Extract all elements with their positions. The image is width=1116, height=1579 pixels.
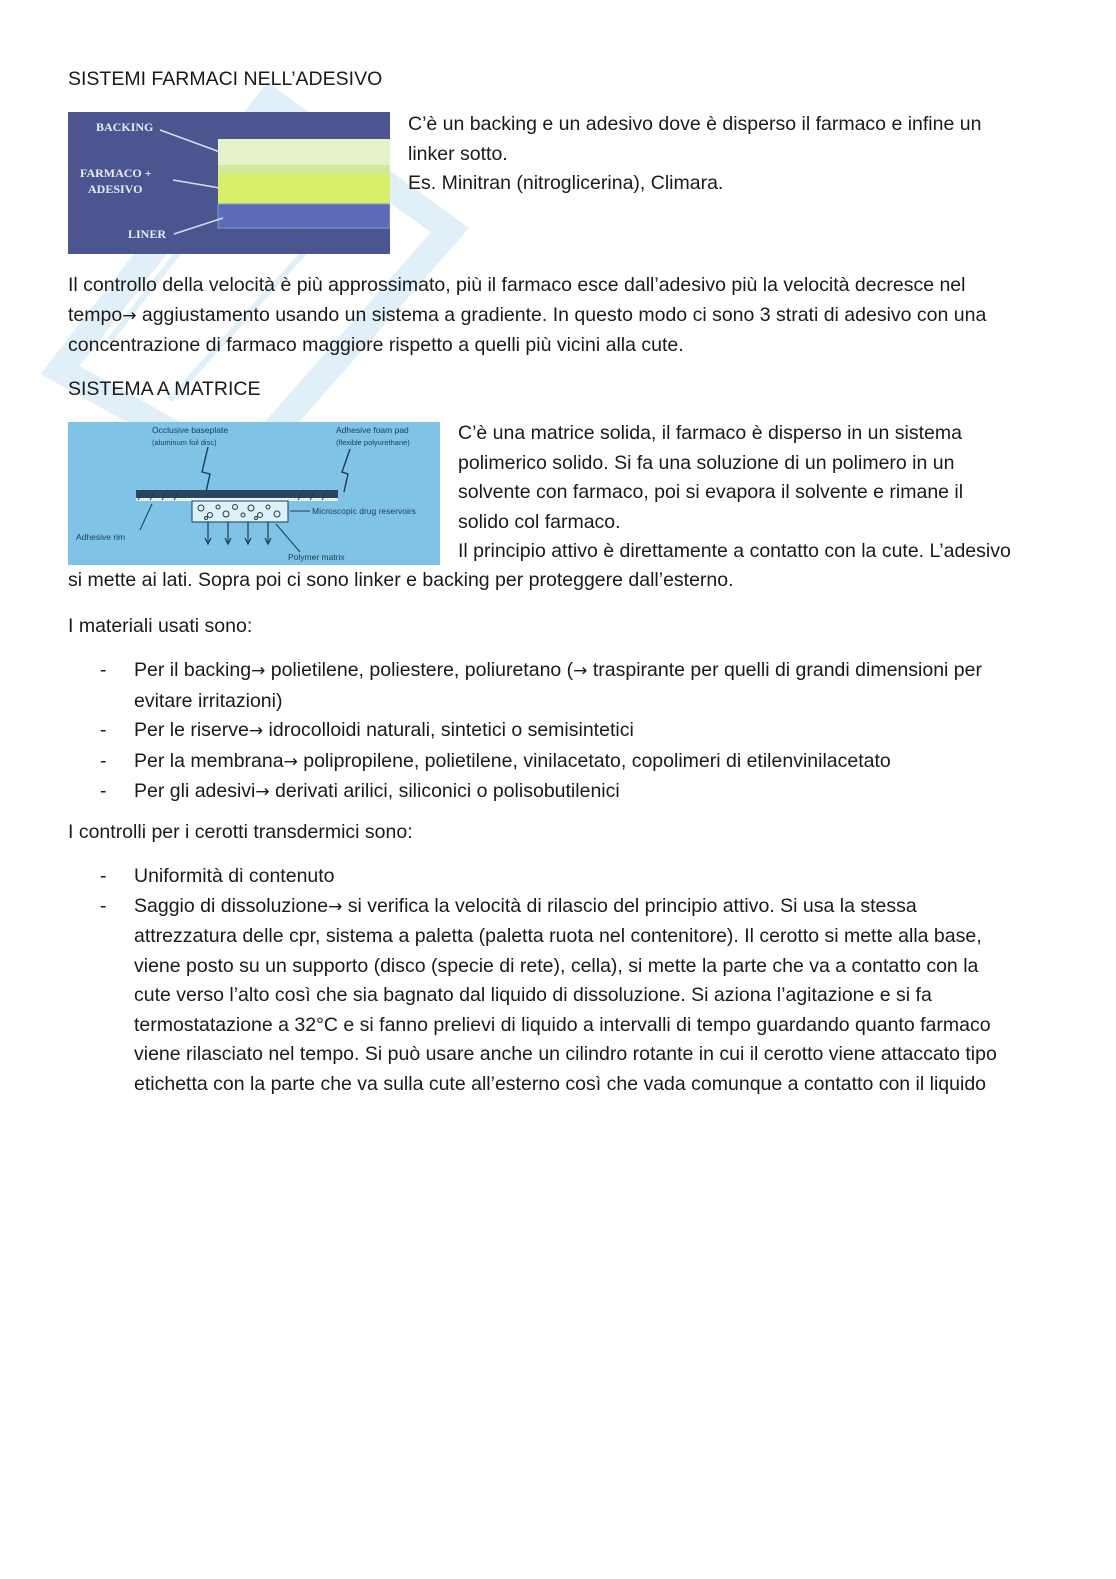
text-span: tempo (68, 303, 123, 326)
label-foam-sub: (flexible polyurethane) (336, 438, 410, 447)
figure1-description (408, 110, 1048, 199)
paragraph-line: concentrazione di farmaco maggiore rispetto a quelli più vicini alla cute. (68, 334, 684, 356)
item-text: si verifica la velocità di rilascio del principio attivo. Si usa la stessa (342, 894, 917, 917)
list-item (68, 892, 1048, 1100)
figure2-text-line: solvente con farmaco, poi si evapora il solvente e rimane il (458, 481, 964, 503)
arrow-icon: → (248, 721, 264, 741)
figure2-text-line: solido col farmaco. (458, 510, 621, 533)
figure2-text-line: C’è una matrice solida, il farmaco è disperso in un sistema (458, 422, 962, 444)
list-item (68, 862, 1048, 892)
paragraph-velocity-control (68, 271, 1048, 361)
figure2-text-line: polimerico solido. Si fa una soluzione di un polimero in un (458, 451, 955, 474)
backing-layer (218, 139, 390, 165)
list-item (68, 777, 1048, 808)
arrow-icon: → (328, 896, 343, 917)
figure1-text-line: Es. Minitran (nitroglicerina), Climara. (408, 172, 724, 194)
label-reservoir: Microscopic drug reservoirs (312, 506, 416, 516)
list-item (68, 747, 1048, 778)
item-lead: Per il backing (134, 659, 252, 681)
controls-list (68, 862, 1048, 1099)
label-liner: LINER (128, 227, 167, 241)
dash-bullet: - (100, 780, 107, 802)
item-lead: Saggio di dissoluzione (134, 894, 329, 917)
paragraph-line (68, 301, 1048, 332)
figure1-text-line: linker sotto. (408, 142, 508, 165)
label-farmaco: FARMACO + (80, 166, 152, 180)
dash-bullet: - (100, 719, 107, 741)
polymer-matrix-block (192, 501, 288, 522)
arrow-icon: → (255, 782, 270, 802)
item-text: Uniformità di contenuto (134, 865, 335, 887)
label-adesivo: ADESIVO (88, 182, 143, 196)
label-occlusive-sub: (aluminum foil disc) (152, 438, 217, 447)
item-line: viene rilasciato nel tempo. Si può usare anche un cilindro rotante in cui il cerotto viene attaccato tipo (134, 1043, 997, 1065)
materials-intro: I materiali usati sono: (68, 615, 253, 637)
backing-edge (218, 165, 390, 174)
arrow-icon: → (122, 305, 137, 326)
section-title-sistemi-farmaci: SISTEMI FARMACI NELL’ADESIVO (68, 68, 383, 90)
label-rim: Adhesive rim (76, 532, 126, 542)
section-title-sistema-matrice: SISTEMA A MATRICE (68, 378, 261, 400)
arrow-icon: → (283, 751, 298, 772)
liner-layer (218, 204, 390, 228)
dash-bullet: - (100, 659, 107, 681)
paragraph-matrix-continuation: si mette ai lati. Sopra poi ci sono linker e backing per proteggere dall’esterno. (68, 569, 734, 591)
item-line (134, 892, 1048, 923)
paragraph-line: Il controllo della velocità è più approssimato, più il farmaco esce dall’adesivo più la velocità decresce nel (68, 274, 966, 296)
label-occlusive: Occlusive baseplate (152, 425, 229, 435)
drug-adhesive-layer (218, 174, 390, 204)
item-text: traspirante per quelli di grandi dimensioni per (587, 659, 982, 681)
dash-bullet: - (100, 894, 107, 917)
figure-adhesive-layers (68, 112, 390, 254)
item-line: viene posto su un supporto (disco (specie di rete), cella), si mette la parte che va a contatto con la (134, 954, 979, 977)
baseplate-bar (136, 490, 338, 498)
item-text: derivati arilici, siliconici o polisobutilenici (269, 780, 620, 802)
dash-bullet: - (100, 865, 107, 887)
arrow-icon: → (251, 661, 266, 681)
list-item (68, 716, 1048, 747)
controls-intro: I controlli per i cerotti transdermici sono: (68, 821, 413, 843)
item-line: cute verso l’alto così che sia bagnato dal liquido di dissoluzione. Si aziona l’agitazione e si fa (134, 984, 932, 1006)
label-foam: Adhesive foam pad (336, 425, 409, 435)
item-text: polietilene, poliestere, poliuretano ( (265, 659, 574, 681)
item-text: polipropilene, polietilene, vinilacetato, copolimeri di etilenvinilacetato (297, 749, 891, 772)
item-line: etichetta con la parte che va sulla cute all’esterno così che vada comunque a contatto con il liquido (134, 1072, 987, 1095)
figure2-description (458, 419, 1058, 567)
item-text: idrocolloidi naturali, sintetici o semisintetici (263, 719, 634, 741)
watermark-logo (20, 40, 490, 480)
figure1-text-line: C’è un backing e un adesivo dove è disperso il farmaco e infine un (408, 113, 982, 135)
item-lead: Per gli adesivi (134, 780, 256, 802)
item-lead: Per la membrana (134, 749, 284, 772)
item-line: attrezzatura delle cpr, sistema a paletta (paletta ruota nel contenitore). Il cerotto si mette alla base, (134, 925, 982, 947)
item-text: evitare irritazioni) (134, 689, 283, 712)
figure-matrix-system (68, 422, 440, 565)
figure2-text-line: Il principio attivo è direttamente a contatto con la cute. L’adesivo (458, 540, 1011, 562)
label-backing: BACKING (96, 120, 154, 134)
materials-list (68, 656, 1048, 808)
dash-bullet: - (100, 749, 107, 772)
list-item (68, 656, 1048, 716)
item-lead: Per le riserve (134, 719, 249, 741)
label-matrix: Polymer matrix (288, 552, 345, 562)
item-line: termostatazione a 32°C e si fanno prelievi di liquido a intervalli di tempo guardando quanto farmaco (134, 1013, 991, 1036)
arrow-icon: → (573, 661, 588, 681)
text-span: aggiustamento usando un sistema a gradiente. In questo modo ci sono 3 strati di adesivo con una (136, 303, 987, 326)
